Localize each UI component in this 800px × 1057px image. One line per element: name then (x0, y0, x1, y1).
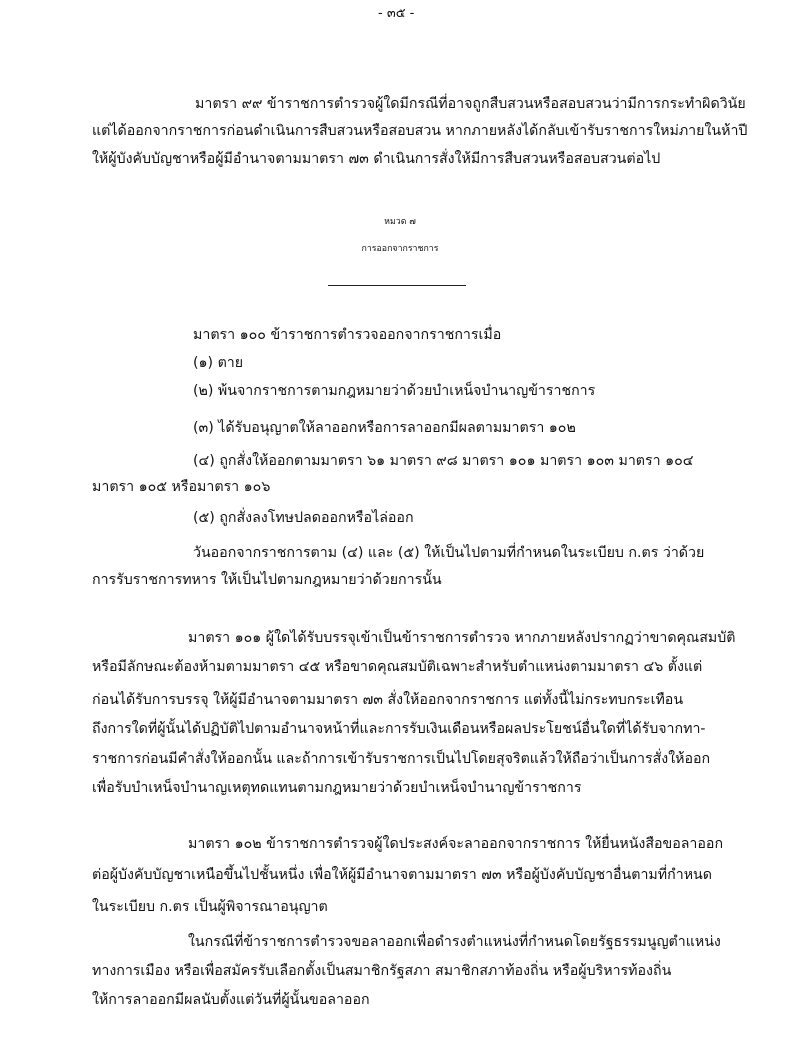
section-99-line-2: แต่ได้ออกจากราชการก่อนดำเนินการสืบสวนหรือสอบสวน หากภายหลังได้กลับเข้ารับราชการใหม่ภายในห้าปี (92, 123, 748, 139)
section-100-item-1: (๑) ตาย (193, 355, 244, 371)
section-102-line-4: ในกรณีที่ข้าราชการตำรวจขอลาออกเพื่อดำรงตำแหน่งที่กำหนดโดยรัฐธรรมนูญตำแหน่ง (188, 934, 721, 950)
chapter-title: การออกจากราชการ (361, 244, 439, 254)
section-100-item-4-cont: มาตรา ๑๐๕ หรือมาตรา ๑๐๖ (92, 479, 271, 495)
page-number: - ๓๕ - (378, 6, 415, 21)
section-102-line-2: ต่อผู้บังคับบัญชาเหนือขึ้นไปชั้นหนึ่ง เพื่อให้ผู้มีอำนาจตามมาตรา ๗๓ หรือผู้บังคับบัญชาอื่นตามที่กำหนด (92, 867, 712, 883)
section-100-item-4: (๔) ถูกสั่งให้ออกตามมาตรา ๖๑ มาตรา ๙๘ มาตรา ๑๐๑ มาตรา ๑๐๓ มาตรา ๑๐๔ (193, 453, 694, 469)
section-101-line-5: ราชการก่อนมีคำสั่งให้ออกนั้น และถ้าการเข้ารับราชการเป็นไปโดยสุจริตแล้วให้ถือว่าเป็นการสั่งให้ออก (92, 751, 711, 767)
section-102-line-3: ในระเบียบ ก.ตร เป็นผู้พิจารณาอนุญาต (92, 899, 328, 915)
section-101-line-2: หรือมีลักษณะต้องห้ามตามมาตรา ๔๕ หรือขาดคุณสมบัติเฉพาะสำหรับตำแหน่งตามมาตรา ๔๖ ตั้งแต่ (92, 659, 703, 675)
chapter-divider (328, 285, 466, 286)
section-101-line-6: เพื่อรับบำเหน็จบำนาญเหตุทดแทนตามกฎหมายว่าด้วยบำเหน็จบำนาญข้าราชการ (92, 780, 582, 796)
section-102-line-6: ให้การลาออกมีผลนับตั้งแต่วันที่ผู้นั้นขอลาออก (92, 992, 370, 1008)
section-102-line-5: ทางการเมือง หรือเพื่อสมัครรับเลือกตั้งเป็นสมาชิกรัฐสภา สมาชิกสภาท้องถิ่น หรือผู้บริหารท้องถิ่น (92, 963, 672, 979)
section-100-item-5: (๕) ถูกสั่งลงโทษปลดออกหรือไล่ออก (193, 510, 414, 526)
section-101-line-3: ก่อนได้รับการบรรจุ ให้ผู้มีอำนาจตามมาตรา ๗๓ สั่งให้ออกจากราชการ แต่ทั้งนี้ไม่กระทบกระเทือน (92, 692, 684, 708)
chapter-number: หมวด ๗ (384, 217, 416, 227)
section-100-intro: มาตรา ๑๐๐ ข้าราชการตำรวจออกจากราชการเมื่อ (193, 327, 502, 343)
section-101-line-1: มาตรา ๑๐๑ ผู้ใดได้รับบรรจุเข้าเป็นข้าราชการตำรวจ หากภายหลังปรากฏว่าขาดคุณสมบัติ (188, 630, 736, 646)
section-99-line-3: ให้ผู้บังคับบัญชาหรือผู้มีอำนาจตามมาตรา ๗๓ ดำเนินการสั่งให้มีการสืบสวนหรือสอบสวนต่อไป (92, 151, 661, 167)
section-100-note-line-2: การรับราชการทหาร ให้เป็นไปตามกฎหมายว่าด้วยการนั้น (92, 572, 442, 588)
section-100-item-3: (๓) ได้รับอนุญาตให้ลาออกหรือการลาออกมีผลตามมาตรา ๑๐๒ (193, 420, 576, 436)
section-101-line-4: ถึงการใดที่ผู้นั้นได้ปฏิบัติไปตามอำนาจหน้าที่และการรับเงินเดือนหรือผลประโยชน์อื่นใดที่ได้รับจากทา- (92, 721, 706, 737)
section-102-line-1: มาตรา ๑๐๒ ข้าราชการตำรวจผู้ใดประสงค์จะลาออกจากราชการ ให้ยื่นหนังสือขอลาออก (188, 836, 724, 852)
section-100-note-line-1: วันออกจากราชการตาม (๔) และ (๕) ให้เป็นไปตามที่กำหนดในระเบียบ ก.ตร ว่าด้วย (193, 545, 705, 561)
section-100-item-2: (๒) พ้นจากราชการตามกฎหมายว่าด้วยบำเหน็จบำนาญข้าราชการ (193, 383, 596, 399)
section-99-line-1: มาตรา ๙๙ ข้าราชการตำรวจผู้ใดมีกรณีที่อาจถูกสืบสวนหรือสอบสวนว่ามีการกระทำผิดวินัย (195, 96, 746, 112)
